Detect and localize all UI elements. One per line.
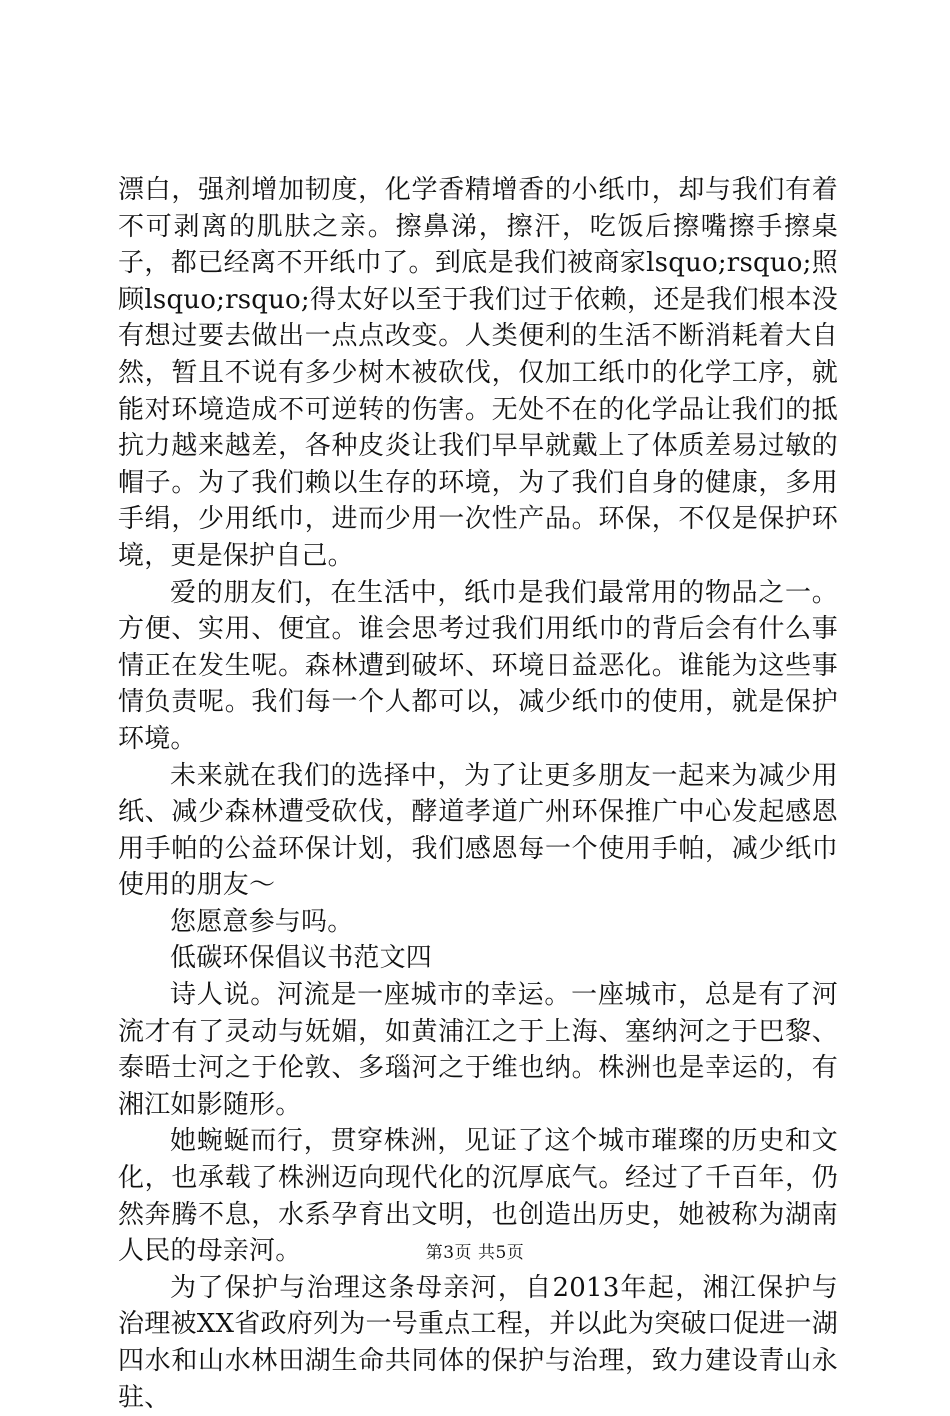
- paragraph-1: 漂白，强剂增加韧度，化学香精增香的小纸巾，却与我们有着不可剥离的肌肤之亲。擦鼻涕，擦汗，吃饭后擦嘴擦手擦桌子，都已经离不开纸巾了。到底是我们被商家lsquo;rsquo;照顾lsquo;rsquo;得太好以至于我们过于依赖，还是我们根本没有想过要去做出一点点改变。人类便利的生活不断消耗着大自然，暂且不说有多少树木被砍伐，仅加工纸巾的化学工序，就能对环境造成不可逆转的伤害。无处不在的化学品让我们的抵抗力越来越差，各种皮炎让我们早早就戴上了体质差易过敏的帽子。为了我们赖以生存的环境，为了我们自身的健康，多用手绢，少用纸巾，进而少用一次性产品。环保，不仅是保护环境，更是保护自己。: [118, 175, 838, 571]
- paragraph-2: 爱的朋友们，在生活中，纸巾是我们最常用的物品之一。方便、实用、便宜。谁会思考过我们用纸巾的背后会有什么事情正在发生呢。森林遭到破坏、环境日益恶化。谁能为这些事情负责呢。我们每一个人都可以，减少纸巾的使用，就是保护环境。: [118, 577, 838, 754]
- section-heading: 低碳环保倡议书范文四: [170, 943, 433, 974]
- paragraph-7: 她蜿蜒而行，贯穿株洲，见证了这个城市璀璨的历史和文化，也承载了株洲迈向现代化的沉厚底气。经过了千百年，仍然奔腾不息，水系孕育出文明，也创造出历史，她被称为湖南人民的母亲河。: [118, 1126, 838, 1267]
- paragraph-6: 诗人说。河流是一座城市的幸运。一座城市，总是有了河流才有了灵动与妩媚，如黄浦江之于上海、塞纳河之于巴黎、泰晤士河之于伦敦、多瑙河之于维也纳。株洲也是幸运的，有湘江如影随形。: [118, 980, 838, 1120]
- page-number-footer: 第3页 共5页: [425, 1243, 525, 1263]
- paragraph-8: 为了保护与治理这条母亲河，自2013年起，湘江保护与治理被XX省政府列为一号重点工程，并以此为突破口促进一湖四水和山水林田湖生命共同体的保护与治理，致力建设青山永驻、: [118, 1272, 838, 1413]
- paragraph-3: 未来就在我们的选择中，为了让更多朋友一起来为减少用纸、减少森林遭受砍伐，酵道孝道广州环保推广中心发起感恩用手帕的公益环保计划，我们感恩每一个使用手帕，减少纸巾使用的朋友～: [118, 760, 838, 901]
- document-body: [118, 172, 838, 1416]
- paragraph-4: 您愿意参与吗。: [170, 906, 354, 937]
